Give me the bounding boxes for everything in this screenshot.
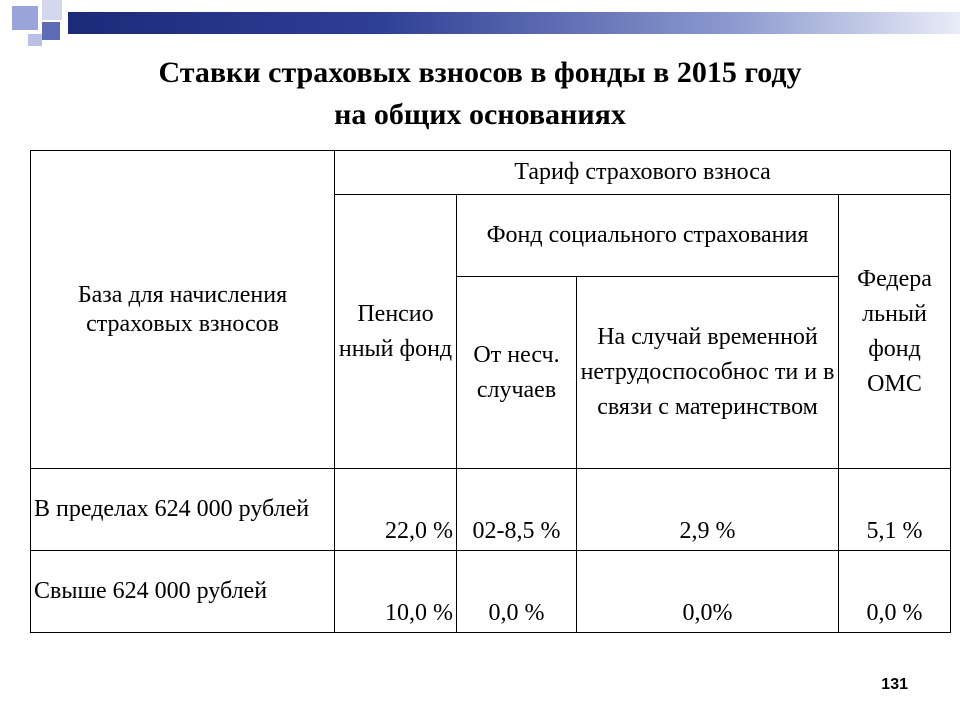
decor-square: [42, 22, 60, 40]
row-disability: 0,0%: [577, 551, 839, 633]
row-accidents: 0,0 %: [457, 551, 577, 633]
header-oms-fund: Федера льный фонд ОМС: [839, 195, 951, 469]
row-oms: 0,0 %: [839, 551, 951, 633]
row-pension: 10,0 %: [335, 551, 457, 633]
title-line-1: Ставки страховых взносов в фонды в 2015 году: [158, 56, 802, 89]
slide-title: [0, 52, 960, 136]
row-base: В пределах 624 000 рублей: [31, 469, 335, 551]
row-base: Свыше 624 000 рублей: [31, 551, 335, 633]
row-pension: 22,0 %: [335, 469, 457, 551]
decor-square: [42, 0, 62, 20]
table-row: [31, 469, 951, 551]
header-social-fund: Фонд социального страхования: [457, 195, 839, 277]
decorative-header-band: [0, 0, 960, 44]
header-pension-fund: Пенсио нный фонд: [335, 195, 457, 469]
gradient-bar: [68, 12, 960, 34]
header-tariff: Тариф страхового взноса: [335, 151, 951, 195]
row-accidents: 02-8,5 %: [457, 469, 577, 551]
row-disability: 2,9 %: [577, 469, 839, 551]
decor-square: [28, 34, 42, 46]
title-line-2: на общих основаниях: [334, 98, 626, 131]
header-base: База для начисления страховых взносов: [31, 151, 335, 469]
decor-square: [12, 6, 38, 30]
row-oms: 5,1 %: [839, 469, 951, 551]
rates-table: [30, 150, 951, 633]
header-disability: На случай временной нетрудоспособнос ти и в связи с материнством: [577, 277, 839, 469]
page-number: 131: [881, 676, 908, 693]
header-accidents: От несч. случаев: [457, 277, 577, 469]
table-row: [31, 551, 951, 633]
